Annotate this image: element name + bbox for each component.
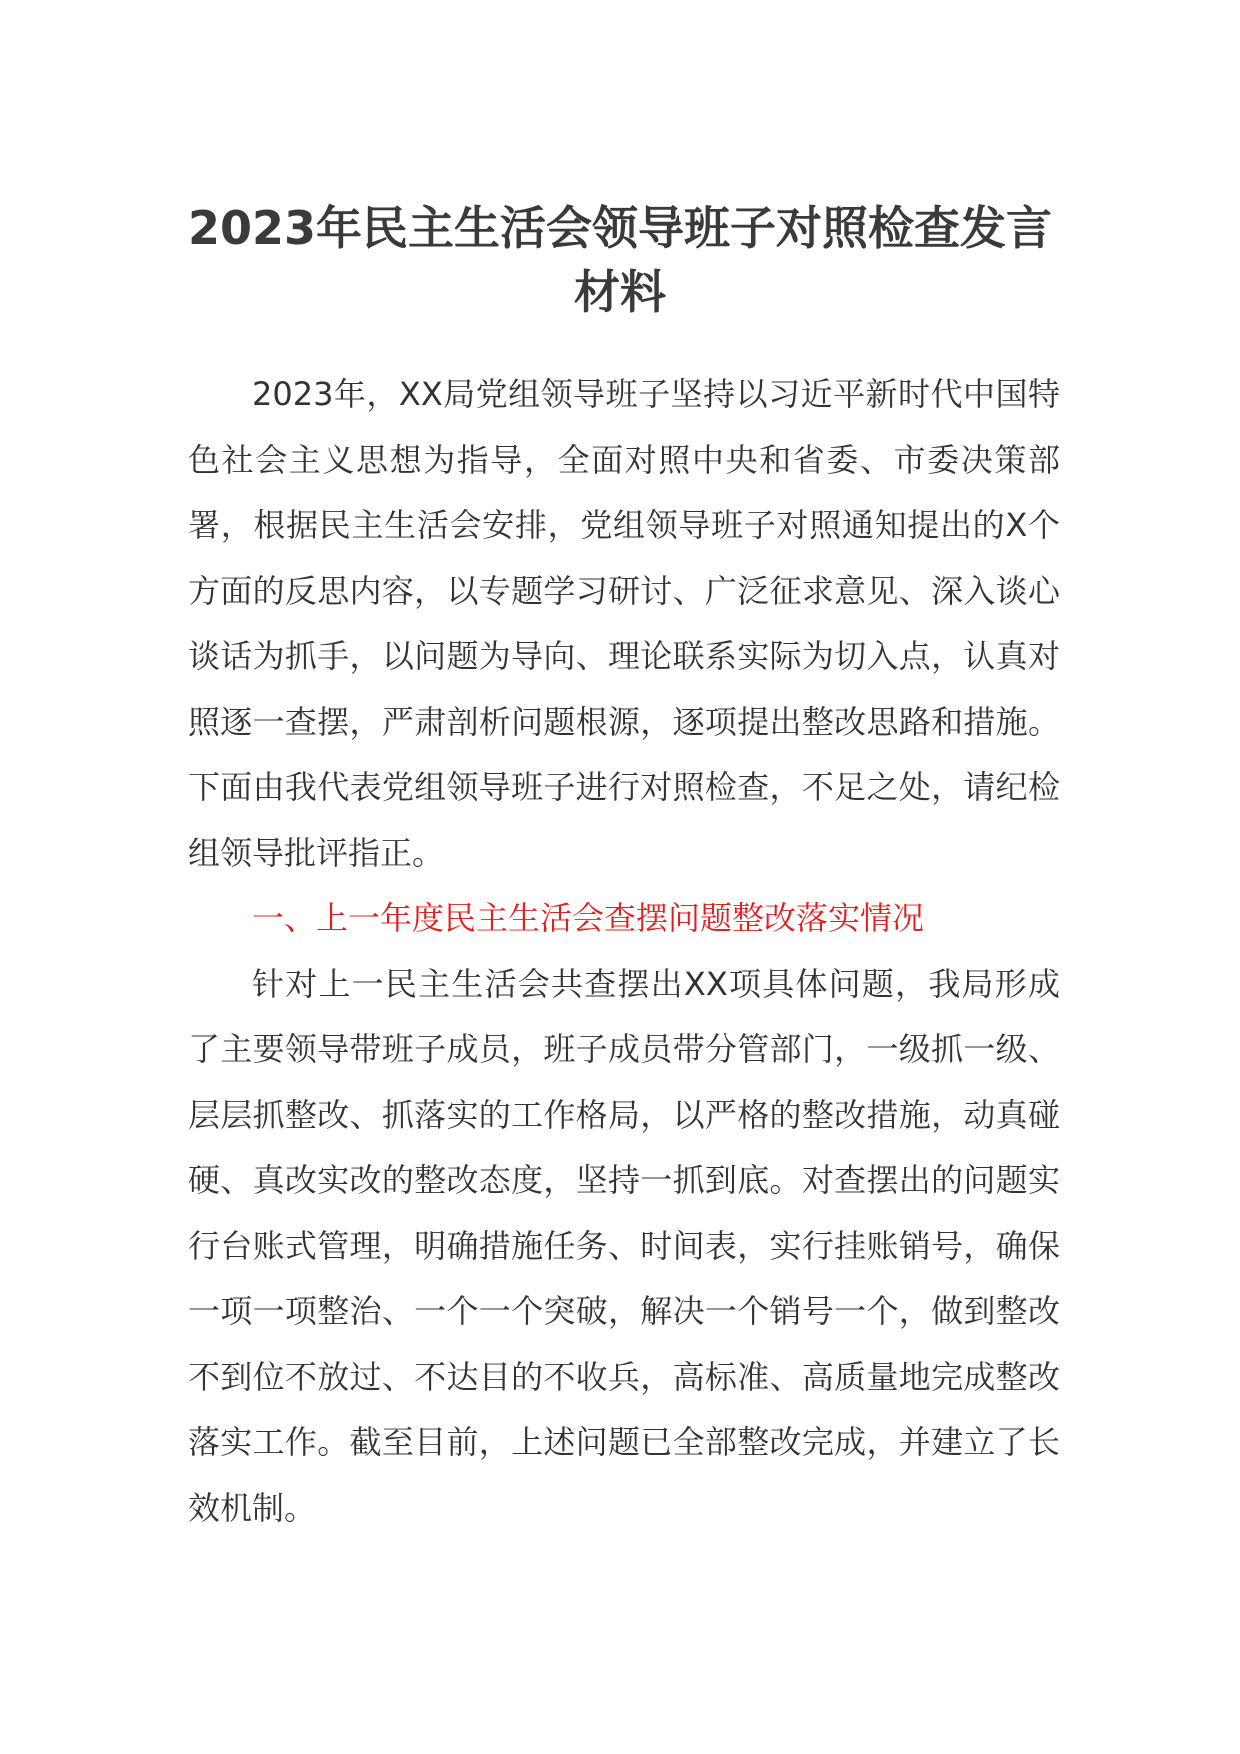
section-heading: 一、上一年度民主生活会查摆问题整改落实情况 <box>252 899 925 937</box>
document-body <box>188 362 1060 1541</box>
document-title: 2023年民主生活会领导班子对照检查发言材料 <box>187 201 1053 319</box>
intro-paragraph: 2023年，XX局党组领导班子坚持以习近平新时代中国特色社会主义思想为指导，全面对照中央和省委、市委决策部署，根据民主生活会安排，党组领导班子对照通知提出的X个方面的反思内容，以专题学习研讨、广泛征求意见、深入谈心谈话为抓手，以问题为导向、理论联系实际为切入点，认真对照逐一查摆，严肃剖析问题根源，逐项提出整改思路和措施。下面由我代表党组领导班子进行对照检查，不足之处，请纪检组领导批评指正。 <box>188 375 1060 872</box>
section-paragraph: 针对上一民主生活会共查摆出XX项具体问题，我局形成了主要领导带班子成员，班子成员带分管部门，一级抓一级、层层抓整改、抓落实的工作格局，以严格的整改措施，动真碰硬、真改实改的整改态度，坚持一抓到底。对查摆出的问题实行台账式管理，明确措施任务、时间表，实行挂账销号，确保一项一项整治、一个一个突破，解决一个销号一个，做到整改不到位不放过、不达目的不收兵，高标准、高质量地完成整改落实工作。截至目前，上述问题已全部整改完成，并建立了长效机制。 <box>188 964 1060 1527</box>
